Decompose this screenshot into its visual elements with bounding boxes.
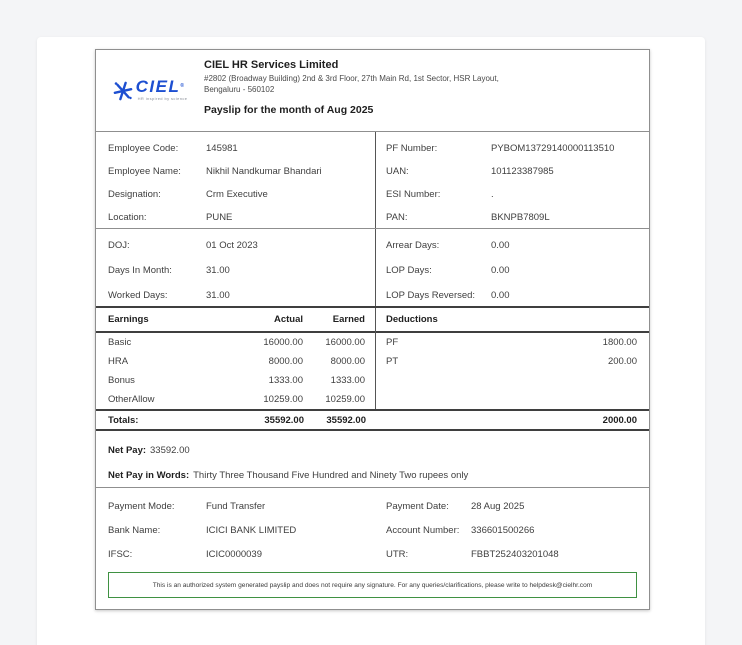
logo-wordmark: CIEL® bbox=[135, 77, 186, 96]
payment-row bbox=[96, 518, 649, 542]
earning-earned: 10259.00 bbox=[325, 394, 365, 405]
earnings-header: Earnings bbox=[108, 314, 149, 325]
disclaimer-text: This is an authorized system generated payslip and does not require any signature. For any queries/clarifications, please write to helpdesk@cielhr.com bbox=[152, 581, 593, 589]
field-value: 0.00 bbox=[491, 265, 510, 276]
field-label: Days In Month: bbox=[108, 265, 172, 276]
field-label: IFSC: bbox=[108, 548, 133, 560]
field-label: Location: bbox=[108, 212, 147, 223]
arrear-days-row bbox=[376, 233, 649, 258]
attendance-left bbox=[96, 229, 376, 306]
earning-earned: 1333.00 bbox=[330, 375, 365, 386]
earning-name: OtherAllow bbox=[108, 394, 155, 405]
payment-row bbox=[96, 542, 649, 566]
field-value: 31.00 bbox=[206, 265, 230, 276]
actual-header: Actual bbox=[273, 314, 303, 325]
field-value: 28 Aug 2025 bbox=[471, 500, 525, 512]
totals-actual: 35592.00 bbox=[264, 414, 304, 426]
deduction-amount: 200.00 bbox=[607, 356, 637, 367]
company-info bbox=[204, 50, 649, 131]
employee-info-right bbox=[376, 132, 649, 228]
esi-number-row bbox=[376, 183, 649, 206]
field-label: Employee Name: bbox=[108, 166, 181, 177]
registered-mark: ® bbox=[180, 83, 186, 89]
deduction-amount: 1800.00 bbox=[602, 337, 637, 348]
field-value: FBBT252403201048 bbox=[471, 548, 559, 560]
field-value: ICIC0000039 bbox=[206, 548, 262, 560]
worked-days-row bbox=[96, 283, 375, 308]
earnings-columns bbox=[96, 308, 376, 409]
field-value: Fund Transfer bbox=[206, 500, 266, 512]
earning-name: HRA bbox=[108, 356, 129, 367]
field-label: Arrear Days: bbox=[386, 240, 440, 251]
deductions-column bbox=[376, 308, 649, 409]
days-in-month-row bbox=[96, 258, 375, 283]
document-header bbox=[96, 50, 649, 132]
field-value: 31.00 bbox=[206, 290, 230, 301]
field-label: Payment Mode: bbox=[108, 500, 175, 512]
lop-days-reversed-row bbox=[376, 283, 649, 308]
company-address bbox=[204, 73, 649, 95]
payment-section bbox=[96, 488, 649, 568]
earnings-deductions-table bbox=[96, 306, 649, 431]
field-label: PAN: bbox=[386, 212, 408, 223]
pan-row bbox=[376, 206, 649, 229]
pf-number-row bbox=[376, 137, 649, 160]
deduction-row-empty bbox=[376, 390, 649, 409]
lop-days-row bbox=[376, 258, 649, 283]
field-value: 145981 bbox=[206, 143, 238, 154]
net-pay-words-row bbox=[108, 463, 649, 488]
logo-tagline: HR inspired by science bbox=[137, 96, 188, 101]
uan-row bbox=[376, 160, 649, 183]
field-label: Employee Code: bbox=[108, 143, 179, 154]
field-value: Crm Executive bbox=[206, 189, 268, 200]
payment-row bbox=[96, 494, 649, 518]
payslip-title: Payslip for the month of Aug 2025 bbox=[204, 104, 374, 117]
field-label: Payment Date: bbox=[386, 500, 449, 512]
field-value: 01 Oct 2023 bbox=[206, 240, 258, 251]
earned-header: Earned bbox=[332, 314, 365, 325]
totals-earned: 35592.00 bbox=[326, 414, 366, 426]
field-label: LOP Days Reversed: bbox=[386, 290, 476, 301]
earning-actual: 1333.00 bbox=[268, 375, 303, 386]
deductions-header-row bbox=[376, 308, 649, 333]
field-label: UAN: bbox=[386, 166, 409, 177]
field-value: BKNPB7809L bbox=[491, 212, 550, 223]
field-value: ICICI BANK LIMITED bbox=[206, 524, 297, 536]
field-value: 0.00 bbox=[491, 290, 510, 301]
deduction-name: PT bbox=[386, 356, 399, 367]
attendance-right bbox=[376, 229, 649, 306]
field-value: PYBOM13729140000113510 bbox=[491, 143, 615, 154]
field-value: 336601500266 bbox=[471, 524, 535, 536]
field-label: ESI Number: bbox=[386, 189, 441, 200]
earning-row-otherallow bbox=[96, 390, 375, 409]
net-pay-section bbox=[96, 431, 649, 488]
field-label: Account Number: bbox=[386, 524, 460, 536]
field-label: DOJ: bbox=[108, 240, 130, 251]
earnings-header-row bbox=[96, 308, 375, 333]
field-value: 101123387985 bbox=[491, 166, 554, 177]
employee-code-row bbox=[96, 137, 375, 160]
disclaimer-box bbox=[108, 572, 637, 598]
field-value: 0.00 bbox=[491, 240, 510, 251]
snowflake-asterisk-icon bbox=[113, 80, 133, 105]
earning-earned: 8000.00 bbox=[330, 356, 365, 367]
earning-row-hra bbox=[96, 352, 375, 371]
field-value: . bbox=[491, 189, 494, 200]
deduction-row-pt bbox=[376, 352, 649, 371]
earning-name: Bonus bbox=[108, 375, 135, 386]
deduction-row-empty bbox=[376, 371, 649, 390]
net-pay-words-value: Thirty Three Thousand Five Hundred and Ninety Two rupees only bbox=[193, 470, 469, 481]
field-label: PF Number: bbox=[386, 143, 438, 154]
employee-info-section bbox=[96, 132, 649, 229]
field-label: LOP Days: bbox=[386, 265, 432, 276]
earning-row-bonus bbox=[96, 371, 375, 390]
deduction-row-pf bbox=[376, 333, 649, 352]
net-pay-label: Net Pay: bbox=[108, 445, 147, 456]
deduction-name: PF bbox=[386, 337, 399, 348]
field-value: Nikhil Nandkumar Bhandari bbox=[206, 166, 322, 177]
company-logo bbox=[96, 50, 204, 131]
net-pay-value: 33592.00 bbox=[150, 445, 190, 456]
address-line-2: Bengaluru - 560102 bbox=[204, 85, 275, 95]
field-label: UTR: bbox=[386, 548, 409, 560]
payslip-sheet bbox=[37, 37, 705, 645]
net-pay-row bbox=[108, 438, 649, 463]
company-name: CIEL HR Services Limited bbox=[204, 59, 339, 71]
earning-actual: 10259.00 bbox=[263, 394, 303, 405]
field-label: Designation: bbox=[108, 189, 161, 200]
totals-label: Totals: bbox=[108, 414, 139, 426]
location-row bbox=[96, 206, 375, 229]
employee-info-left bbox=[96, 132, 376, 228]
totals-row bbox=[96, 409, 649, 431]
employee-name-row bbox=[96, 160, 375, 183]
attendance-section bbox=[96, 229, 649, 306]
earning-earned: 16000.00 bbox=[325, 337, 365, 348]
designation-row bbox=[96, 183, 375, 206]
field-label: Bank Name: bbox=[108, 524, 161, 536]
earning-actual: 8000.00 bbox=[268, 356, 303, 367]
net-pay-words-label: Net Pay in Words: bbox=[108, 470, 190, 481]
earning-name: Basic bbox=[108, 337, 132, 348]
deductions-header: Deductions bbox=[386, 314, 438, 325]
address-line-1: #2802 (Broadway Building) 2nd & 3rd Floor, 27th Main Rd, 1st Sector, HSR Layout, bbox=[204, 74, 499, 83]
doj-row bbox=[96, 233, 375, 258]
field-label: Worked Days: bbox=[108, 290, 168, 301]
payslip-document bbox=[95, 49, 650, 610]
earning-actual: 16000.00 bbox=[263, 337, 303, 348]
field-value: PUNE bbox=[206, 212, 233, 223]
earning-row-basic bbox=[96, 333, 375, 352]
totals-deductions: 2000.00 bbox=[602, 414, 637, 426]
